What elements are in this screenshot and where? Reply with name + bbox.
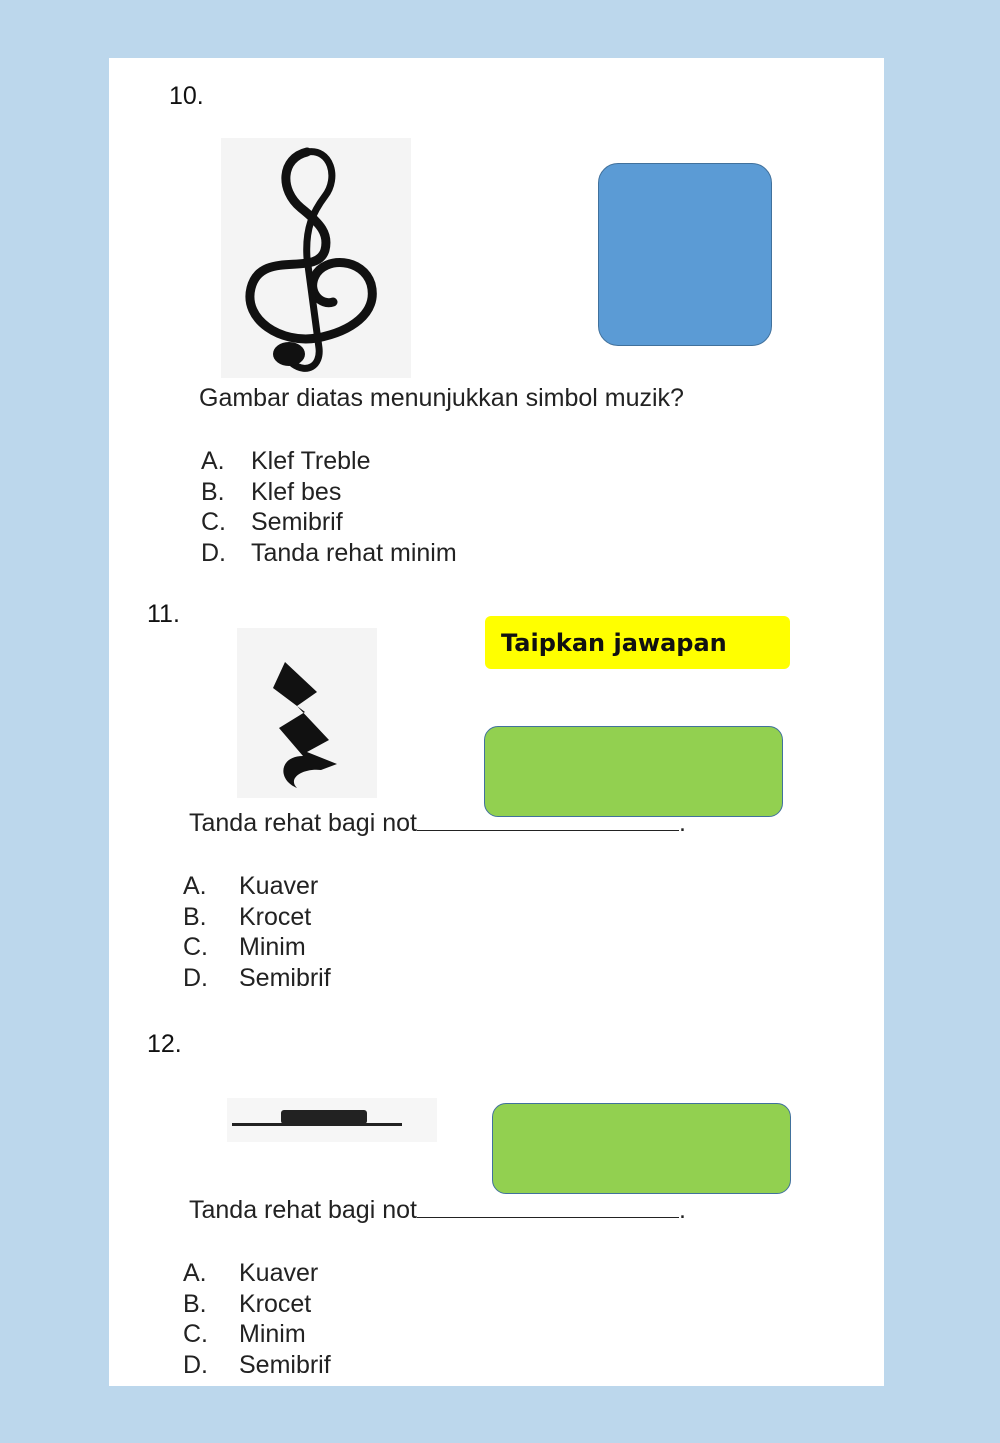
type-answer-label: Taipkan jawapan [485,616,790,669]
option-b: B. Krocet [183,902,312,931]
answer-blank [417,808,679,831]
option-a: A. Klef Treble [201,447,371,475]
option-c: C. Minim [183,933,306,961]
answer-box-11[interactable] [484,726,783,817]
question-12-options [183,1258,331,1380]
answer-box-12[interactable] [492,1103,791,1194]
question-12-prompt: Tanda rehat bagi not . [189,1196,686,1224]
crotchet-rest-icon [237,628,377,798]
option-c: C. Semibrif [201,508,343,536]
option-b: B. Klef bes [201,477,342,506]
answer-box-10[interactable] [598,163,772,346]
question-10-number: 10. [169,82,204,110]
answer-blank [417,1195,679,1218]
option-d: D. Semibrif [183,1350,331,1379]
question-11-number: 11. [147,600,180,628]
question-11-options [183,871,331,993]
question-11-prompt: Tanda rehat bagi not . [189,809,686,837]
question-12-number: 12. [147,1030,182,1058]
worksheet-page [109,58,884,1386]
question-10-options [201,446,457,568]
option-a: A. Kuaver [183,872,319,900]
question-10-prompt: Gambar diatas menunjukkan simbol muzik? [199,384,684,412]
option-b: B. Krocet [183,1289,312,1318]
option-d: D. Semibrif [183,963,331,992]
option-a: A. Kuaver [183,1259,319,1287]
option-d: D. Tanda rehat minim [201,538,457,567]
option-c: C. Minim [183,1320,306,1348]
treble-clef-icon [221,138,411,378]
minim-rest-icon [227,1098,437,1142]
